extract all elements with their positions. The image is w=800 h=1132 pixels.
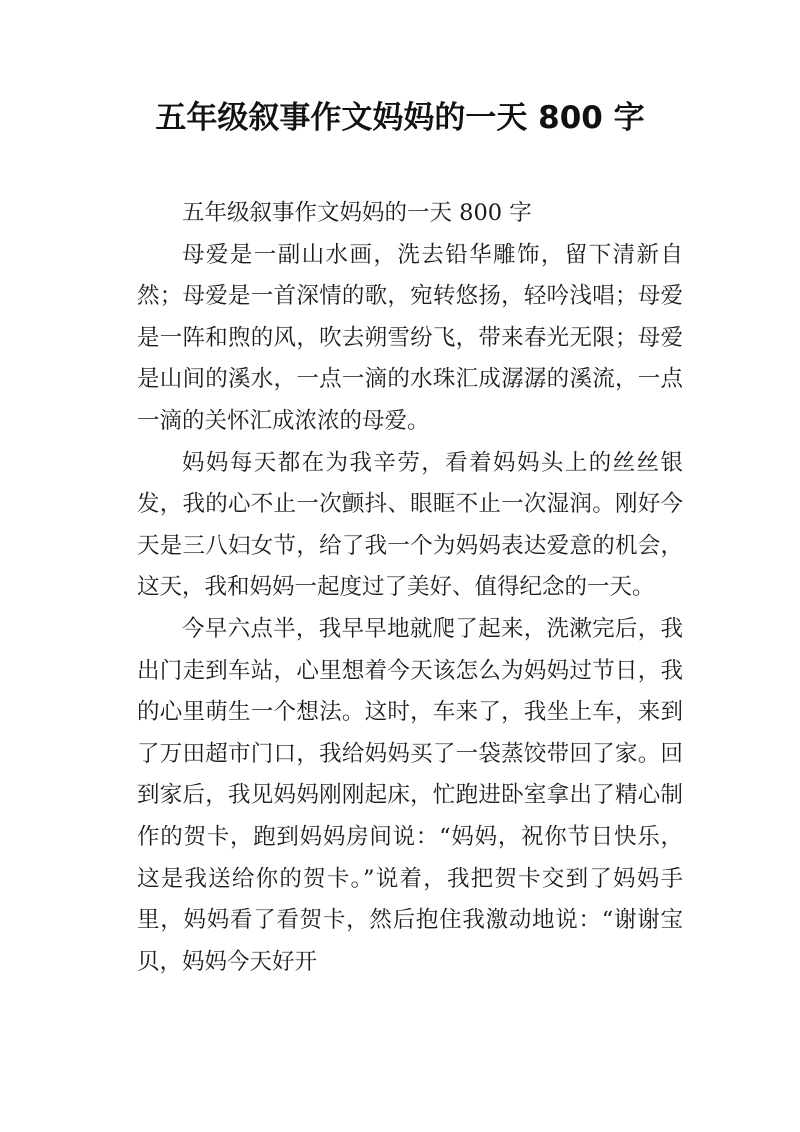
paragraph: 母爱是一副山水画，洗去铅华雕饰，留下清新自然；母爱是一首深情的歌，宛转悠扬，轻吟浅唱；母爱是一阵和煦的风，吹去朔雪纷飞，带来春光无限；母爱是山间的溪水，一点一滴的水珠汇成潺潺的溪流，一点一滴的关怀汇成浓浓的母爱。	[137, 241, 683, 434]
paragraph: 今早六点半，我早早地就爬了起来，洗漱完后，我出门走到车站，心里想着今天该怎么为妈妈过节日，我的心里萌生一个想法。这时，车来了，我坐上车，来到了万田超市门口，我给妈妈买了一袋蒸饺带回了家。回到家后，我见妈妈刚刚起床，忙跑进卧室拿出了精心制作的贺卡，跑到妈妈房间说：“妈妈，祝你节日快乐，这是我送给你的贺卡。”说着，我把贺卡交到了妈妈手里，妈妈看了看贺卡，然后抱住我激动地说：“谢谢宝贝，妈妈今天好开	[137, 615, 683, 975]
document-body	[137, 193, 683, 983]
document-subtitle: 五年级叙事作文妈妈的一天 800 字	[182, 200, 532, 226]
paragraph: 妈妈每天都在为我辛劳，看着妈妈头上的丝丝银发，我的心不止一次颤抖、眼眶不止一次湿润。刚好今天是三八妇女节，给了我一个为妈妈表达爱意的机会，这天，我和妈妈一起度过了美好、值得纪念的一天。	[137, 449, 683, 601]
document-title: 五年级叙事作文妈妈的一天 800 字	[155, 100, 645, 136]
